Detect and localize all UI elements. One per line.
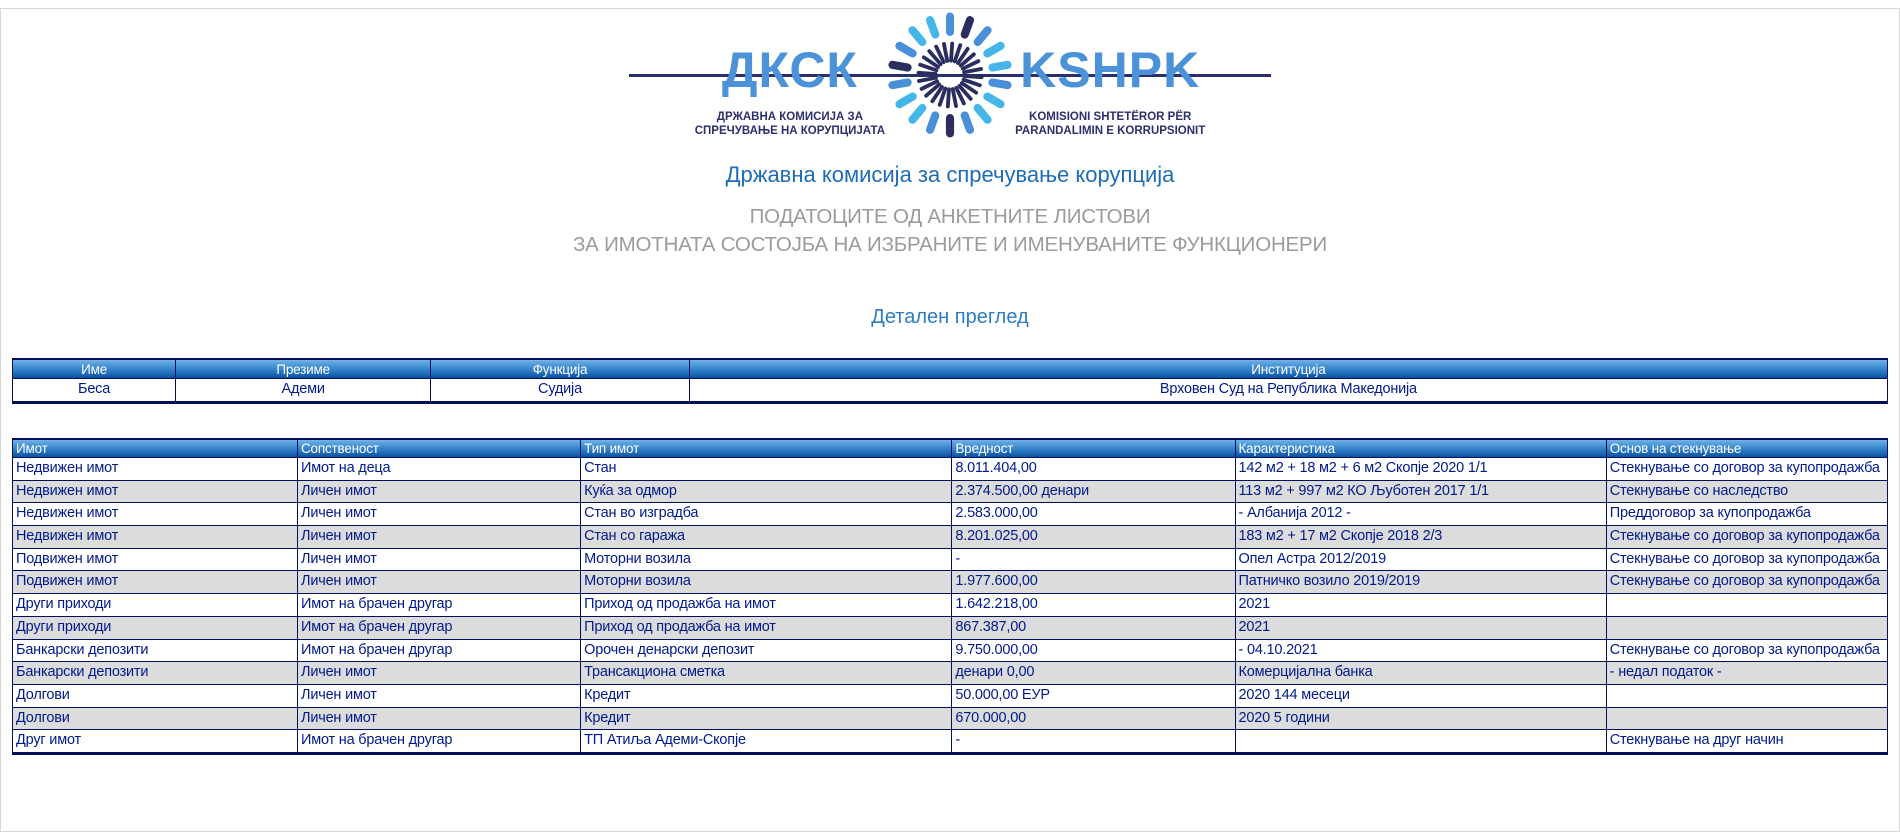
table-row: [13, 526, 1888, 549]
table-cell: - недал податок -: [1606, 662, 1887, 685]
table-cell: Личен имот: [298, 480, 581, 503]
table-cell: 2021: [1235, 594, 1606, 617]
person-info-table: [12, 358, 1888, 403]
table-cell: Друг имот: [13, 730, 298, 754]
table-cell: 867.387,00: [952, 616, 1235, 639]
table-cell: Имот на деца: [298, 458, 581, 481]
table-cell: [1235, 730, 1606, 754]
logo-subtitle-sq-line1: KOMISIONI SHTETËROR PËR: [1029, 111, 1192, 123]
table-cell: Трансакциона сметка: [581, 662, 952, 685]
column-header-ownership: Сопственост: [298, 439, 581, 458]
table-cell: 2.583.000,00: [952, 503, 1235, 526]
page-title: Државна комисија за спречување корупција: [725, 162, 1175, 187]
column-header-last-name: Презиме: [176, 359, 431, 378]
table-cell: Личен имот: [298, 707, 581, 730]
person-table-row: [13, 378, 1888, 402]
table-cell: Моторни возила: [581, 548, 952, 571]
table-row: [13, 480, 1888, 503]
logo-right-block: [1015, 8, 1205, 139]
table-cell: Стекнување со договор за купопродажба: [1606, 548, 1887, 571]
column-header-acquisition-basis: Основ на стекнување: [1606, 439, 1887, 458]
column-header-first-name: Име: [13, 359, 176, 378]
table-row: [13, 571, 1888, 594]
person-last-name: Адеми: [176, 378, 431, 402]
table-cell: [1606, 594, 1887, 617]
table-row: [13, 616, 1888, 639]
table-cell: Приход од продажба на имот: [581, 616, 952, 639]
table-cell: Долгови: [13, 707, 298, 730]
table-cell: Други приходи: [13, 594, 298, 617]
logo-subtitle-sq-line2: PARANDALIMIN E KORRUPSIONIT: [1015, 125, 1206, 138]
person-function: Судија: [431, 378, 690, 402]
table-cell: 9.750.000,00: [952, 639, 1235, 662]
page-subtitle-line2: ЗА ИМОТНАТА СОСТОЈБА НА ИЗБРАНИТЕ И ИМЕНУВАНИТЕ ФУНКЦИОНЕРИ: [572, 232, 1328, 256]
logo-subtitle-mk-line1: ДРЖАВНА КОМИСИЈА ЗА: [716, 111, 864, 123]
table-cell: [1606, 616, 1887, 639]
table-cell: 8.011.404,00: [952, 458, 1235, 481]
table-cell: Имот на брачен другар: [298, 730, 581, 754]
table-cell: Комерцијална банка: [1235, 662, 1606, 685]
table-cell: Патничко возило 2019/2019: [1235, 571, 1606, 594]
column-header-institution: Институција: [689, 359, 1887, 378]
column-header-value: Вредност: [952, 439, 1235, 458]
table-cell: Стан: [581, 458, 952, 481]
starburst-icon: [883, 8, 1017, 142]
table-cell: 142 м2 + 18 м2 + 6 м2 Скопје 2020 1/1: [1235, 458, 1606, 481]
table-row: [13, 503, 1888, 526]
column-header-characteristic: Карактеристика: [1235, 439, 1606, 458]
table-row: [13, 730, 1888, 754]
table-cell: 113 м2 + 997 м2 КО Љуботен 2017 1/1: [1235, 480, 1606, 503]
assets-table: [12, 438, 1888, 755]
table-cell: - 04.10.2021: [1235, 639, 1606, 662]
table-cell: Кредит: [581, 707, 952, 730]
logo-subtitle-mk: [695, 110, 885, 139]
table-cell: Стекнување со договор за купопродажба: [1606, 526, 1887, 549]
table-cell: Подвижен имот: [13, 548, 298, 571]
table-cell: Банкарски депозити: [13, 639, 298, 662]
table-cell: Стекнување со договор за купопродажба: [1606, 458, 1887, 481]
table-cell: [1606, 684, 1887, 707]
table-cell: Стан во изградба: [581, 503, 952, 526]
person-first-name: Беса: [13, 378, 176, 402]
table-cell: Стекнување на друг начин: [1606, 730, 1887, 754]
table-cell: Стан со гаража: [581, 526, 952, 549]
table-cell: Имот на брачен другар: [298, 594, 581, 617]
table-cell: -: [952, 548, 1235, 571]
table-cell: 1.977.600,00: [952, 571, 1235, 594]
table-cell: Стекнување со договор за купопродажба: [1606, 639, 1887, 662]
table-cell: 2020 144 месеци: [1235, 684, 1606, 707]
page-subtitle: [0, 203, 1900, 258]
table-cell: Личен имот: [298, 571, 581, 594]
table-cell: Стекнување со договор за купопродажба: [1606, 571, 1887, 594]
table-cell: Кредит: [581, 684, 952, 707]
logo-subtitle-sq: [1015, 110, 1205, 139]
dksk-logo: [625, 8, 1275, 142]
logo-left-block: [695, 8, 885, 139]
table-cell: денари 0,00: [952, 662, 1235, 685]
person-institution: Врховен Суд на Република Македонија: [689, 378, 1887, 402]
table-cell: Личен имот: [298, 684, 581, 707]
table-row: [13, 594, 1888, 617]
table-cell: Недвижен имот: [13, 503, 298, 526]
logo-acronym-mk: ДКСК: [721, 42, 858, 98]
table-cell: 1.642.218,00: [952, 594, 1235, 617]
table-cell: Стекнување со наследство: [1606, 480, 1887, 503]
column-header-function: Функција: [431, 359, 690, 378]
table-cell: Куќа за одмор: [581, 480, 952, 503]
table-cell: Недвижен имот: [13, 458, 298, 481]
table-cell: Опел Астра 2012/2019: [1235, 548, 1606, 571]
logo-subtitle-mk-line2: СПРЕЧУВАЊЕ НА КОРУПЦИЈАТА: [694, 125, 886, 138]
assets-table-header-row: [13, 439, 1888, 458]
table-cell: - Албанија 2012 -: [1235, 503, 1606, 526]
table-cell: Недвижен имот: [13, 480, 298, 503]
table-cell: 50.000,00 ЕУР: [952, 684, 1235, 707]
table-cell: Недвижен имот: [13, 526, 298, 549]
table-cell: Долгови: [13, 684, 298, 707]
column-header-asset-type: Тип имот: [581, 439, 952, 458]
section-title-detailed-view: Детален преглед: [871, 306, 1029, 329]
page-subtitle-line1: ПОДАТОЦИТЕ ОД АНКЕТНИТЕ ЛИСТОВИ: [749, 205, 1151, 228]
table-cell: Личен имот: [298, 662, 581, 685]
table-cell: Имот на брачен другар: [298, 616, 581, 639]
table-row: [13, 684, 1888, 707]
table-cell: 183 м2 + 17 м2 Скопје 2018 2/3: [1235, 526, 1606, 549]
table-cell: Преддоговор за купопродажба: [1606, 503, 1887, 526]
table-cell: 8.201.025,00: [952, 526, 1235, 549]
table-cell: Други приходи: [13, 616, 298, 639]
table-cell: 2020 5 години: [1235, 707, 1606, 730]
logo-acronym-sq: KSHPK: [1020, 42, 1201, 98]
table-cell: -: [952, 730, 1235, 754]
table-cell: Личен имот: [298, 526, 581, 549]
person-table-header-row: [13, 359, 1888, 378]
table-row: [13, 707, 1888, 730]
table-cell: Приход од продажба на имот: [581, 594, 952, 617]
table-cell: 670.000,00: [952, 707, 1235, 730]
table-cell: 2021: [1235, 616, 1606, 639]
table-cell: Личен имот: [298, 503, 581, 526]
table-row: [13, 548, 1888, 571]
table-cell: 2.374.500,00 денари: [952, 480, 1235, 503]
table-cell: Моторни возила: [581, 571, 952, 594]
table-row: [13, 639, 1888, 662]
table-cell: Имот на брачен другар: [298, 639, 581, 662]
table-cell: Личен имот: [298, 548, 581, 571]
table-row: [13, 458, 1888, 481]
table-cell: Банкарски депозити: [13, 662, 298, 685]
table-cell: Подвижен имот: [13, 571, 298, 594]
table-cell: Орочен денарски депозит: [581, 639, 952, 662]
column-header-asset: Имот: [13, 439, 298, 458]
table-cell: ТП Атиља Адеми-Скопје: [581, 730, 952, 754]
table-cell: [1606, 707, 1887, 730]
table-row: [13, 662, 1888, 685]
